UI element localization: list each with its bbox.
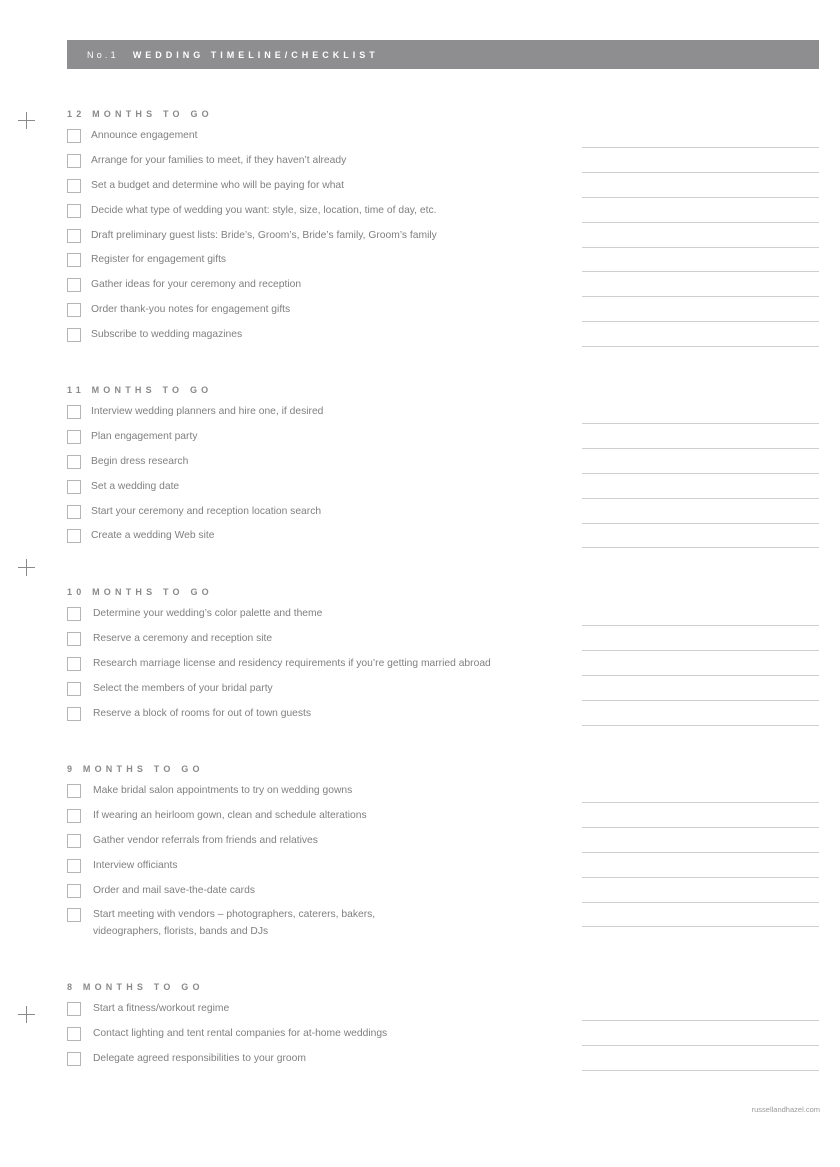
checklist-item <box>67 1002 820 1027</box>
item-label: Arrange for your families to meet, if they haven’t already <box>91 154 347 166</box>
checkbox[interactable] <box>67 204 81 218</box>
item-label: Start a fitness/workout regime <box>93 1003 230 1014</box>
notes-line <box>582 725 819 726</box>
item-label: Announce engagement <box>91 130 198 141</box>
item-label: Start meeting with vendors – photographers, caterers, bakers, videographers, florists, bands and DJs <box>93 909 376 937</box>
notes-line <box>582 852 819 853</box>
notes-line <box>582 222 819 223</box>
plus-icon <box>18 1006 36 1024</box>
checklist-item <box>67 657 820 682</box>
item-label: Select the members of your bridal party <box>93 682 273 694</box>
item-label: Register for engagement gifts <box>91 254 227 266</box>
plus-icon <box>18 559 36 577</box>
section-10-months <box>67 585 820 731</box>
checkbox[interactable] <box>67 328 81 342</box>
item-label: Reserve a ceremony and reception site <box>93 632 273 644</box>
notes-line <box>582 296 819 297</box>
notes-line <box>582 247 819 248</box>
page-title: WEDDING TIMELINE/CHECKLIST <box>132 49 379 60</box>
checklist-item <box>67 154 820 179</box>
notes-line <box>582 877 819 878</box>
checkbox[interactable] <box>67 529 81 543</box>
item-label: Delegate agreed responsibilities to your groom <box>93 1052 306 1064</box>
item-label: Subscribe to wedding magazines <box>91 329 243 341</box>
checkbox[interactable] <box>67 480 81 494</box>
checklist-item <box>67 430 820 455</box>
checklist-item <box>67 455 820 480</box>
checklist-item <box>67 784 820 809</box>
section-heading: 10 MONTHS TO GO <box>67 587 213 597</box>
checkbox[interactable] <box>67 884 81 898</box>
checklist-item <box>67 278 820 303</box>
checkbox[interactable] <box>67 303 81 317</box>
checklist-item <box>67 1027 820 1052</box>
checkbox[interactable] <box>67 607 81 621</box>
checkbox[interactable] <box>67 707 81 721</box>
checklist-item <box>67 204 820 229</box>
notes-line <box>582 902 819 903</box>
section-11-months <box>67 383 820 554</box>
checkbox[interactable] <box>67 632 81 646</box>
checklist-item <box>67 179 820 204</box>
checkbox[interactable] <box>67 505 81 519</box>
checkbox[interactable] <box>67 278 81 292</box>
checkbox[interactable] <box>67 229 81 243</box>
header-bar <box>67 40 819 69</box>
checklist-item <box>67 682 820 707</box>
item-label: If wearing an heirloom gown, clean and schedule alterations <box>93 809 367 821</box>
item-label: Create a wedding Web site <box>91 530 215 542</box>
checkbox[interactable] <box>67 405 81 419</box>
item-label: Decide what type of wedding you want: style, size, location, time of day, etc. <box>91 204 437 216</box>
notes-line <box>582 1070 819 1071</box>
item-label: Draft preliminary guest lists: Bride’s, Groom’s, Bride’s family, Groom’s family <box>91 229 437 241</box>
notes-line <box>582 498 819 499</box>
checklist-item <box>67 884 820 909</box>
checklist-item <box>67 405 820 430</box>
notes-line <box>582 523 819 524</box>
checklist-item <box>67 480 820 505</box>
checklist-item <box>67 229 820 254</box>
notes-line <box>582 448 819 449</box>
checkbox[interactable] <box>67 859 81 873</box>
item-label: Reserve a block of rooms for out of town guests <box>93 707 312 719</box>
notes-line <box>582 321 819 322</box>
item-label: Set a budget and determine who will be paying for what <box>91 179 345 191</box>
section-9-months <box>67 762 820 948</box>
checkbox[interactable] <box>67 1002 81 1016</box>
header-number: No.1 <box>87 49 119 60</box>
checklist-item <box>67 908 820 948</box>
checklist-item <box>67 859 820 884</box>
section-8-months <box>67 980 820 1077</box>
notes-line <box>582 547 819 548</box>
checklist-item <box>67 303 820 328</box>
section-heading: 9 MONTHS TO GO <box>67 764 204 774</box>
notes-line <box>582 473 819 474</box>
section-heading: 11 MONTHS TO GO <box>67 385 213 395</box>
notes-line <box>582 1020 819 1021</box>
footer-website: russellandhazel.com <box>751 1105 820 1114</box>
item-label: Make bridal salon appointments to try on wedding gowns <box>93 785 353 796</box>
item-label: Interview officiants <box>93 859 178 871</box>
section-heading: 12 MONTHS TO GO <box>67 109 213 119</box>
checklist-item <box>67 707 820 732</box>
item-label: Research marriage license and residency requirements if you’re getting married abroad <box>93 657 491 669</box>
item-label: Set a wedding date <box>91 480 180 492</box>
notes-line <box>582 700 819 701</box>
item-label: Gather ideas for your ceremony and reception <box>91 279 302 291</box>
checklist-item <box>67 129 820 154</box>
notes-line <box>582 802 819 803</box>
item-label: Gather vendor referrals from friends and relatives <box>93 834 318 846</box>
checkbox[interactable] <box>67 179 81 193</box>
checklist-item <box>67 1052 820 1077</box>
notes-line <box>582 625 819 626</box>
checkbox[interactable] <box>67 908 81 922</box>
notes-line <box>582 271 819 272</box>
plus-icon <box>18 112 36 130</box>
item-label: Begin dress research <box>91 455 189 467</box>
item-label: Order and mail save-the-date cards <box>93 884 255 896</box>
checklist-item <box>67 632 820 657</box>
item-label: Interview wedding planners and hire one, if desired <box>91 406 324 417</box>
notes-line <box>582 675 819 676</box>
item-label: Order thank-you notes for engagement gifts <box>91 304 291 316</box>
checklist-item <box>67 834 820 859</box>
checkbox[interactable] <box>67 809 81 823</box>
item-label: Contact lighting and tent rental companies for at-home weddings <box>93 1027 388 1039</box>
checkbox[interactable] <box>67 1027 81 1041</box>
item-label: Plan engagement party <box>91 430 198 442</box>
checkbox[interactable] <box>67 430 81 444</box>
checkbox[interactable] <box>67 129 81 143</box>
checkbox[interactable] <box>67 784 81 798</box>
section-heading: 8 MONTHS TO GO <box>67 982 204 992</box>
checklist-item <box>67 809 820 834</box>
notes-line <box>582 827 819 828</box>
checkbox[interactable] <box>67 1052 81 1066</box>
item-label: Determine your wedding’s color palette and theme <box>93 608 323 619</box>
checklist-item <box>67 328 820 353</box>
checkbox[interactable] <box>67 682 81 696</box>
item-label: Start your ceremony and reception location search <box>91 505 322 517</box>
checkbox[interactable] <box>67 657 81 671</box>
checklist-item <box>67 529 820 554</box>
notes-line <box>582 172 819 173</box>
checkbox[interactable] <box>67 253 81 267</box>
checklist-item <box>67 253 820 278</box>
notes-line <box>582 1045 819 1046</box>
notes-line <box>582 197 819 198</box>
notes-line <box>582 346 819 347</box>
checkbox[interactable] <box>67 154 81 168</box>
section-12-months <box>67 107 820 353</box>
notes-line <box>582 423 819 424</box>
checklist-item <box>67 607 820 632</box>
notes-line <box>582 650 819 651</box>
notes-line <box>582 147 819 148</box>
checkbox[interactable] <box>67 834 81 848</box>
checkbox[interactable] <box>67 455 81 469</box>
checklist-item <box>67 505 820 530</box>
notes-line <box>582 926 819 927</box>
